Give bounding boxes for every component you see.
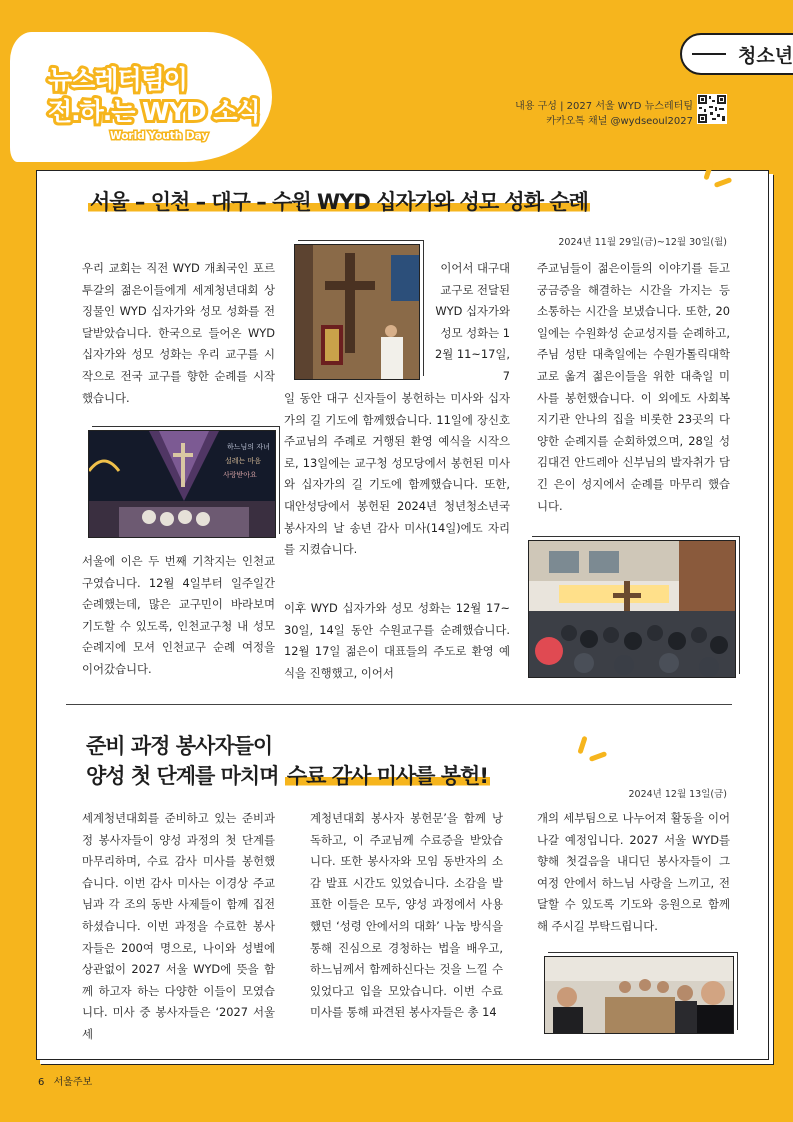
article1-title-text: 서울 – 인천 – 대구 – 수원 WYD 십자가와 성모 성화 순례 [90,190,588,214]
section-divider [66,704,732,705]
article2-col1: 세계청년대회를 준비하고 있는 준비과정 봉사자들이 양성 과정의 첫 단계를 마무리하며, 수료 감사 미사를 봉헌했습니다. 이번 감사 미사는 이경상 주교님과 각 조의 동반 사제들이 함께 집전하셨습니다. 이번 과정을 수료한 봉사자들은 200여 명으로, 나이와 성별에 상관없이 2027 서울 WYD에 뜻을 함께 하고자 하는 다양한 이들이 모였습니다. 미사 중 봉사자들은 ‘2027 서울 세 [82,811,275,1041]
photo-suwon-gathering [528,540,736,678]
photo-volunteers-table [544,956,734,1034]
article2-date: 2024년 12월 13일(금) [628,789,727,800]
article2-title-line2-b: 수료 감사 미사를 봉헌! [286,764,488,788]
article2-title-line2-a: 양성 첫 단계를 마치며 [86,764,285,788]
article1-col1-para1: 우리 교회는 직전 WYD 개최국인 포르투갈의 젊은이들에게 세계청년대회 상징물인 WYD 십자가와 성모 성화를 전달받았습니다. 한국으로 들어온 WYD 십자가와 성모 성화는 우리 교구를 시작으로 전국 교구를 향한 순례를 시작했습니다. [82,261,275,405]
banner-text-1: 하느님의 자녀 [227,443,270,451]
article1-col2-para1: 일 동안 대구 신자들이 봉헌하는 미사와 십자가의 길 기도에 함께했습니다. 11일에 장신호 주교님의 주례로 거행된 환영 예식을 시작으로, 13일에는 교구청 성모당에서 봉헌된 미사와 십자가의 길 기도에 함께했습니다. 또한, 대안성당에서 봉헌된 2024년 청년청소년국 봉사자의 날 송년 감사 미사(14일)에도 자리를 지켰습니다. [284,391,510,557]
logo-title-line1: 뉴스레터팀이 [48,65,187,94]
logo-title-line2: 전.하.는 WYD 소식 [48,97,260,126]
banner-text-3: 사랑받아요 [223,471,257,479]
qr-code[interactable] [697,94,727,124]
article2-col3: 개의 세부팀으로 나누어져 활동을 이어나갈 예정입니다. 2027 서울 WYD를 향해 첫걸음을 내디딘 봉사자들이 그 여정 안에서 하느님 사랑을 느끼고, 전달할 수 있도록 기도와 응원으로 함께 해 주시길 부탁드립니다. [537,811,730,933]
article1-col3-para1: 주교님들이 젊은이들의 이야기를 듣고 궁금증을 해결하는 시간을 가지는 등 소통하는 시간을 보냈습니다. 또한, 20일에는 수원화성 순교성지를 순례하고, 주님 성탄 대축일에는 수원가톨릭대학교로 옮겨 젊은이들을 위한 대축일 미사를 봉헌했습니다. 이 외에도 사회복지기관 안나의 집을 비롯한 23곳의 다양한 순례지를 순회하였으며, 28일 성 김대건 안드레아 신부님의 발자취가 담긴 은이 성지에서 순례를 마무리 했습니다. [537,261,730,513]
article1-date: 2024년 11월 29일(금)~12월 30일(월) [558,237,727,248]
page-footer [38,1073,92,1088]
banner-text-2: 설레는 마음 [225,457,262,465]
article2-title-line2 [86,760,490,790]
article1-title [88,186,590,216]
photo-incheon-altar [88,430,276,538]
article2-title-line1: 준비 과정 봉사자들이 [86,734,273,758]
publication-name: 서울주보 [53,1077,93,1088]
photo-daegu-cross [294,244,420,380]
article1-col2-para1-start [434,258,510,388]
tab-rule [692,53,726,55]
section-tab-label: 청소년 [738,45,793,67]
article1-col1-para2: 서울에 이은 두 번째 기착지는 인천교구였습니다. 12월 4일부터 일주일간 순례했는데, 많은 교구민이 바라보며 기도할 수 있도록, 인천교구청 내 성모 순례지에 모셔 인천교구 순례 여정을 이어갔습니다. [82,554,275,676]
credit-line-2: 카카오톡 채널 @wydseoul2027 [546,116,693,127]
article1-col2-para2: 이후 WYD 십자가와 성모 성화는 12월 17~30일, 14일 동안 수원교구를 순례했습니다. 12월 17일 젊은이 대표들의 주도로 환영 예식을 진행했고, 이어서 [284,601,510,680]
article2-col2: 계청년대회 봉사자 봉헌문’을 함께 낭독하고, 이 주교님께 수료증을 받았습니다. 또한 봉사자와 모임 동반자의 소감 발표 시간도 있었습니다. 소감을 발표한 이들은 모두, 양성 과정에서 사용했던 ‘성령 안에서의 대화’ 나눔 방식을 통해 진심으로 경청하는 법을 배우고, 하느님께서 함께하신다는 것을 느낄 수 있었다고 입을 모았습니다. 이번 수료 미사를 통해 파견된 봉사자들은 총 14 [310,811,503,1020]
page-number: 6 [38,1077,45,1088]
article1-col2-wrap: 이어서 대구대교구로 전달된 WYD 십자가와 성모 성화는 12월 11~17일, 7 [434,261,510,383]
section-tab [680,33,793,75]
credit-line-1: 내용 구성 | 2027 서울 WYD 뉴스레터팀 [515,101,693,112]
logo-subtitle: World Youth Day [110,130,209,142]
